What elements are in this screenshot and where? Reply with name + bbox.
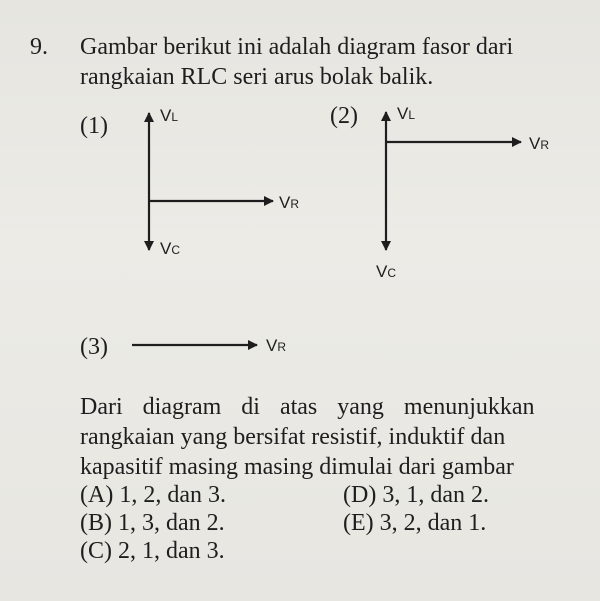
d1-vc-label: [160, 239, 180, 259]
d3-vr-label: [266, 336, 286, 356]
d1-vl-v: V: [160, 106, 172, 125]
prompt-line-3: kapasitif masing masing dimulai dari gambar: [80, 454, 514, 480]
option-e[interactable]: (E) 3, 2, dan 1.: [343, 510, 487, 536]
diagram-2: [386, 112, 521, 250]
stem-line-1: Gambar berikut ini adalah diagram fasor dari: [80, 34, 514, 60]
prompt-line-1: Dari diagram di atas yang menunjukkan: [80, 394, 535, 420]
diagram-2-label: (2): [330, 103, 358, 129]
d1-vc-v: V: [160, 239, 172, 258]
d1-vr-v: V: [279, 193, 291, 212]
diagram-1: [149, 113, 273, 250]
diagram-3-label: (3): [80, 334, 108, 360]
d2-vl-sub: L: [408, 108, 416, 122]
d2-vl-v: V: [397, 104, 409, 123]
d1-vl-sub: L: [171, 110, 179, 124]
d2-vr-v: V: [529, 134, 541, 153]
question-prompt: [80, 392, 570, 482]
option-c[interactable]: (C) 2, 1, dan 3.: [80, 538, 225, 564]
prompt-line-2: rangkaian yang bersifat resistif, induktif dan: [80, 424, 506, 450]
d1-vc-sub: C: [171, 243, 181, 257]
d3-vr-v: V: [266, 336, 278, 355]
d2-vc-sub: C: [387, 266, 397, 280]
d2-vl-label: [397, 104, 415, 124]
d3-vr-sub: R: [277, 340, 287, 354]
option-b[interactable]: (B) 1, 3, dan 2.: [80, 510, 225, 536]
option-a[interactable]: (A) 1, 2, dan 3.: [80, 482, 226, 508]
d2-vc-v: V: [376, 262, 388, 281]
option-d[interactable]: (D) 3, 1, dan 2.: [343, 482, 489, 508]
d1-vr-label: [279, 193, 299, 213]
question-number: 9.: [30, 34, 48, 60]
d2-vr-sub: R: [540, 138, 550, 152]
d2-vc-label: [376, 262, 396, 282]
d2-vr-label: [529, 134, 549, 154]
stem-line-2: rangkaian RLC seri arus bolak balik.: [80, 64, 434, 90]
d1-vl-label: [160, 106, 178, 126]
d1-vr-sub: R: [290, 197, 300, 211]
diagram-1-label: (1): [80, 113, 108, 139]
